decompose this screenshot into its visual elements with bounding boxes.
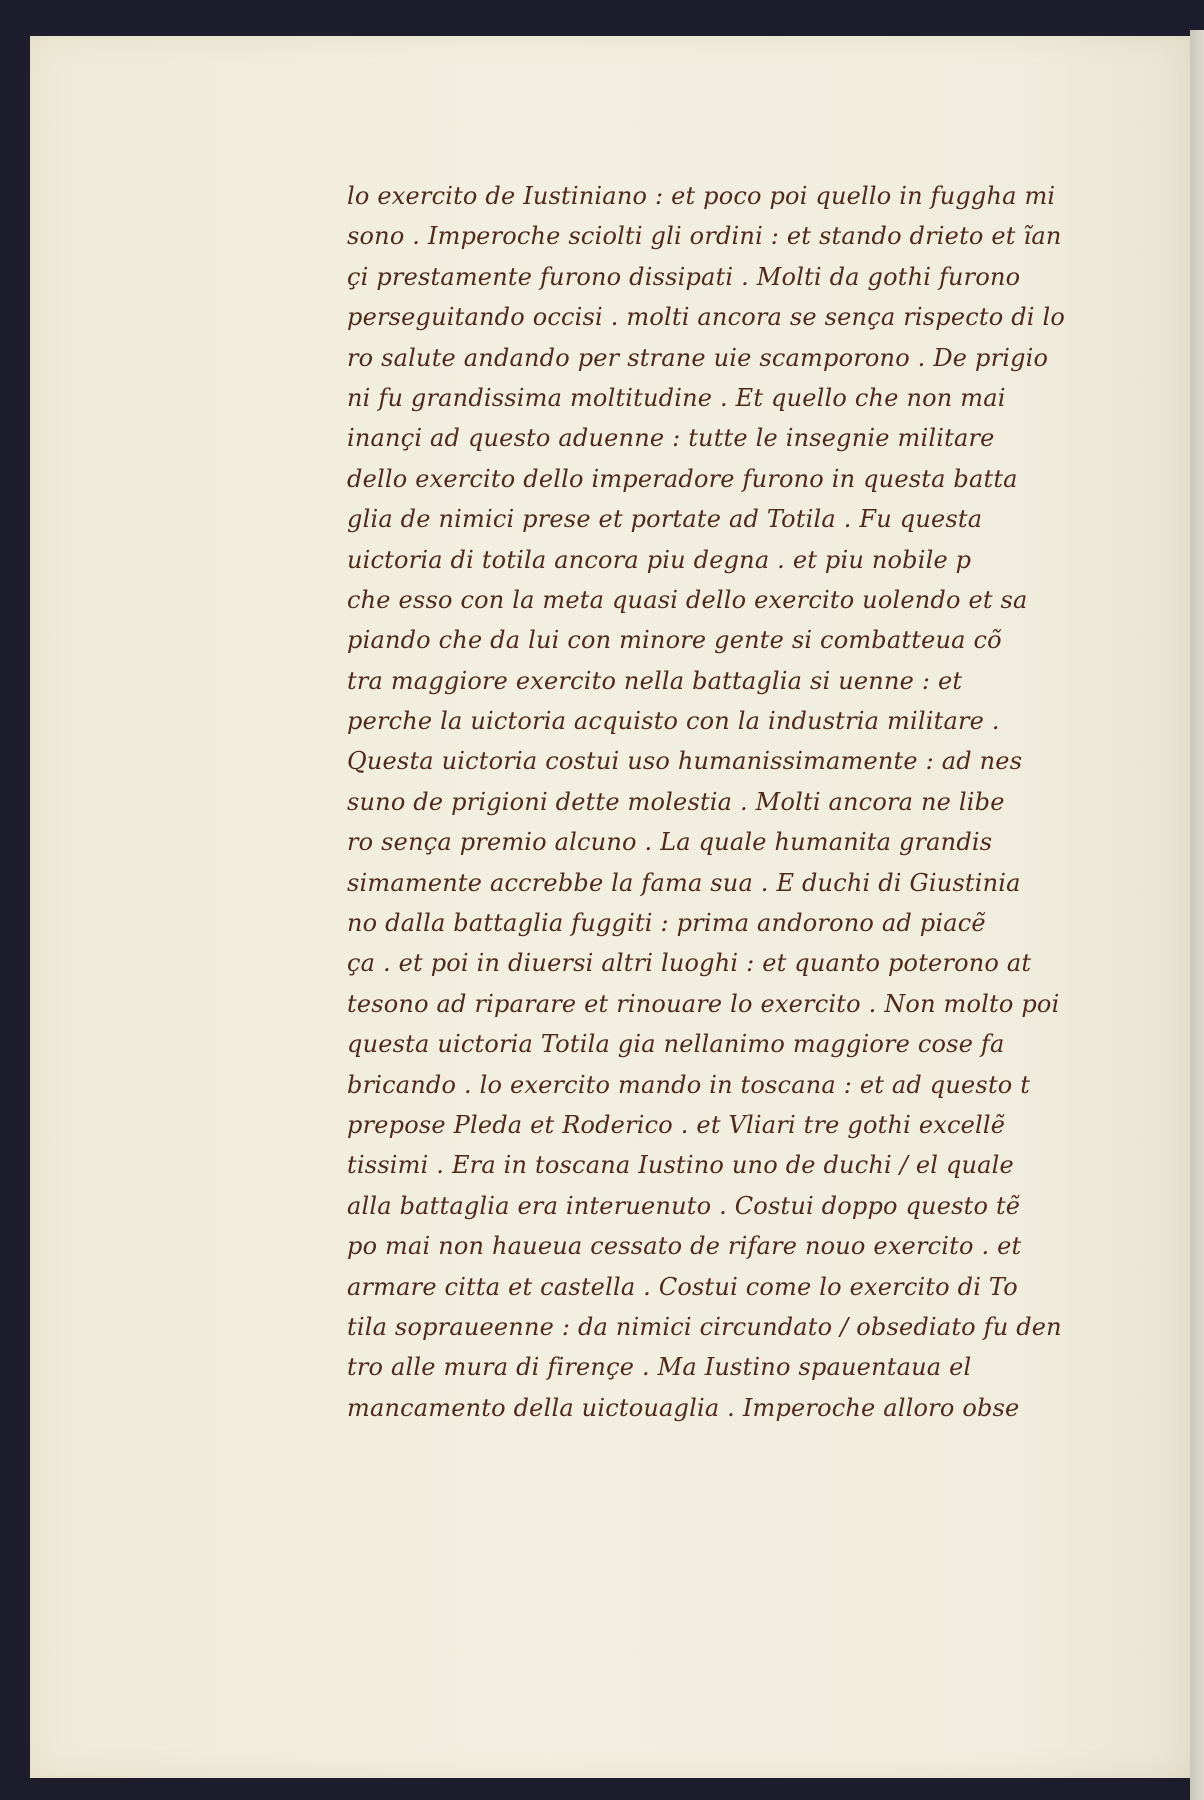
manuscript-text xyxy=(347,176,1167,1428)
text-line: dello exercito dello imperadore furono in questa batta xyxy=(347,464,1018,493)
text-line: Questa uictoria costui uso humanissimamente : ad nes xyxy=(347,747,1023,776)
text-line: no dalla battaglia fuggiti : prima andorono ad piacẽ xyxy=(347,909,986,938)
text-line: mancamento della uictouaglia . Imperoche alloro obse xyxy=(347,1393,1020,1422)
text-line: questa uictoria Totila gia nellanimo maggiore cose fa xyxy=(347,1030,1005,1059)
text-line: glia de nimici prese et portate ad Totila . Fu questa xyxy=(347,505,983,534)
text-line: çi prestamente furono dissipati . Molti da gothi furono xyxy=(347,262,1021,291)
text-line: tissimi . Era in toscana Iustino uno de duchi / el quale xyxy=(347,1151,1014,1180)
text-line: perseguitando occisi . molti ancora se sença rispecto di lo xyxy=(347,303,1065,332)
text-line: suno de prigioni dette molestia . Molti ancora ne libe xyxy=(347,787,1005,816)
text-line: che esso con la meta quasi dello exercito uolendo et sa xyxy=(347,585,1028,614)
text-line: bricando . lo exercito mando in toscana : et ad questo t xyxy=(347,1070,1031,1099)
text-line: po mai non haueua cessato de rifare nouo exercito . et xyxy=(347,1232,1022,1261)
text-line: armare citta et castella . Costui come lo exercito di To xyxy=(347,1272,1018,1301)
next-page-edge xyxy=(1190,30,1204,1800)
text-line: ça . et poi in diuersi altri luoghi : et quanto poterono at xyxy=(347,949,1032,978)
text-line: tila sopraueenne : da nimici circundato / obsediato fu den xyxy=(347,1312,1062,1341)
text-line: tra maggiore exercito nella battaglia si uenne : et xyxy=(347,666,963,695)
text-line: inançi ad questo aduenne : tutte le insegnie militare xyxy=(347,424,995,453)
text-line: ro salute andando per strane uie scamporono . De prigio xyxy=(347,343,1049,372)
text-line: alla battaglia era interuenuto . Costui doppo questo tẽ xyxy=(347,1191,1021,1220)
text-line: sono . Imperoche sciolti gli ordini : et stando drieto et ĩan xyxy=(347,222,1062,251)
text-line: lo exercito de Iustiniano : et poco poi quello in fuggha mi xyxy=(347,182,1056,210)
text-line: piando che da lui con minore gente si combatteua cõ xyxy=(347,626,1002,655)
text-line: ro sença premio alcuno . La quale humanita grandis xyxy=(347,828,993,857)
text-line: uictoria di totila ancora piu degna . et piu nobile p xyxy=(347,545,972,574)
text-line: perche la uictoria acquisto con la industria militare . xyxy=(347,707,1000,736)
text-line: ni fu grandissima moltitudine . Et quello che non mai xyxy=(347,383,1006,412)
text-line: prepose Pleda et Roderico . et Vliari tre gothi excellẽ xyxy=(347,1110,1006,1139)
text-line: simamente accrebbe la fama sua . E duchi di Giustinia xyxy=(347,868,1021,897)
text-line: tro alle mura di firençe . Ma Iustino spauentaua el xyxy=(347,1353,972,1382)
text-line: tesono ad riparare et rinouare lo exercito . Non molto poi xyxy=(347,989,1060,1018)
